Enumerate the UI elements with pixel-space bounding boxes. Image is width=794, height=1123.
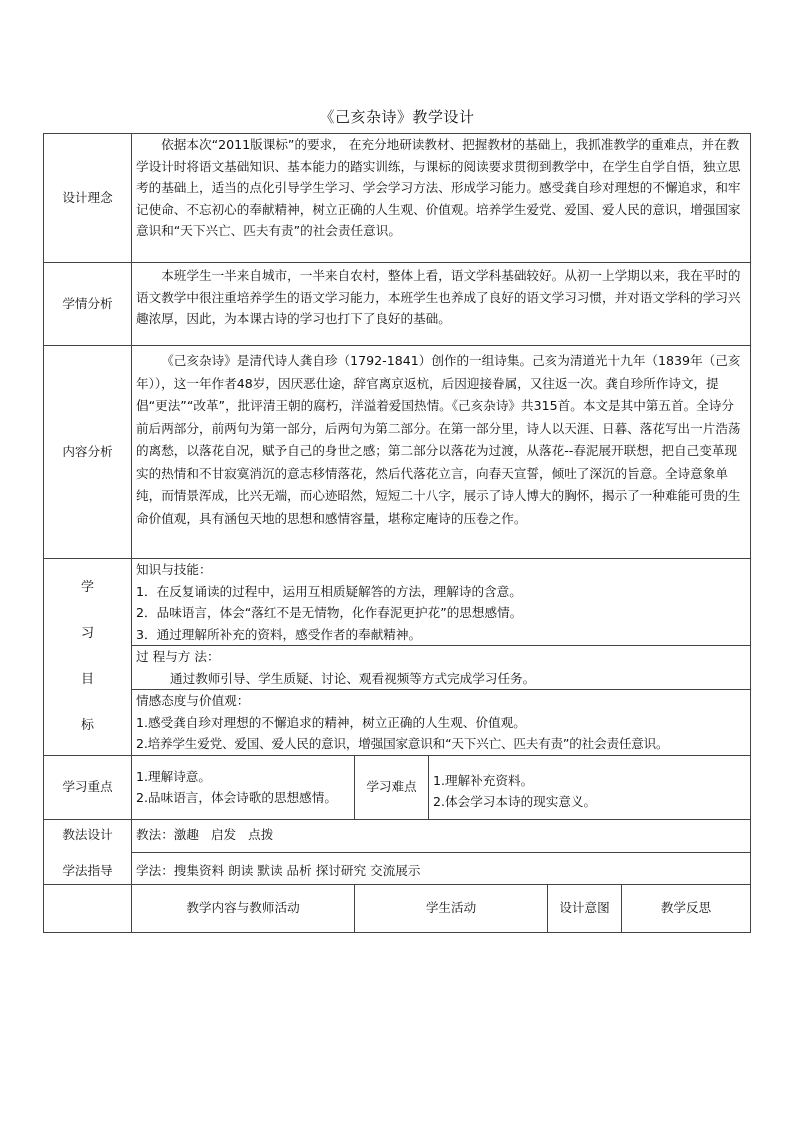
header-student-activity: 学生活动 (355, 884, 548, 932)
objectives-label-char-3: 目 (80, 671, 94, 687)
student-analysis-label: 学情分析 (44, 263, 132, 346)
document-title: 《己亥杂诗》教学设计 (319, 108, 475, 126)
key-point-2: 2.品味语言，体会诗歌的思想感情。 (136, 790, 337, 805)
difficulty-label: 学习难点 (355, 755, 429, 819)
knowledge-heading: 知识与技能： (136, 562, 212, 577)
design-concept-text: 依据本次“2011版课标”的要求， 在充分地研读教材、把握教材的基础上，我抓准教学的重难点，并在教学设计时将语文基础知识、基本能力的踏实训练，与课标的阅读要求贯彻到教学中，在学生自学自悟，独立思考的基础上，适当的点化引导学生学习、学会学习方法、形成学习能力。感受龚自珍对理想的不懈追求，和牢记使命、不忘初心的奉献精神，树立正确的人生观、价值观。培养学生爱党、爱国、爱人民的意识，增强国家意识和“天下兴亡、匹夫有责”的社会责任意识。 (136, 137, 741, 238)
objectives-emotion-cell (132, 690, 751, 756)
header-teacher-activity: 教学内容与教师活动 (132, 884, 355, 932)
key-point-1: 1.理解诗意。 (136, 768, 211, 784)
process-text: 通过教师引导、学生质疑、讨论、观看视频等方式完成学习任务。 (170, 670, 536, 686)
header-design-intent: 设计意图 (548, 884, 622, 932)
design-concept-label: 设计理念 (44, 134, 132, 263)
objectives-process-cell (132, 646, 751, 690)
student-analysis-text: 本班学生一半来自城市，一半来自农村，整体上看，语文学科基础较好。从初一上学期以来，我在平时的语文教学中很注重培养学生的语文学习能力，本班学生也养成了良好的语文学习习惯，并对语文学科的学习兴趣浓厚，因此，为本课古诗的学习也打下了良好的基础。 (136, 268, 741, 326)
learning-method-cell (132, 852, 751, 884)
objectives-label-char-1: 学 (80, 579, 94, 595)
objectives-knowledge-cell (132, 559, 751, 646)
difficulty-cell (429, 755, 751, 819)
student-analysis-cell (132, 263, 751, 346)
header-empty-cell (44, 884, 132, 932)
knowledge-item-1: 1．在反复诵读的过程中，运用互相质疑解答的方法，理解诗的含意。 (136, 583, 522, 599)
objectives-label (44, 559, 132, 756)
emotion-item-2: 2.培养学生爱党、爱国、爱人民的意识，增强国家意识和“天下兴亡、匹夫有责”的社会责任意识。 (136, 736, 669, 751)
difficulty-2: 2.体会学习本诗的现实意义。 (433, 794, 597, 809)
knowledge-item-3: 3．通过理解所补充的资料，感受作者的奉献精神。 (136, 626, 422, 642)
header-teaching-reflection: 教学反思 (622, 884, 751, 932)
lesson-plan-table (43, 133, 751, 933)
knowledge-item-2: 2．品味语言，体会“落红不是无情物，化作春泥更护花”的思想感情。 (136, 605, 523, 620)
learning-method-label: 学法指导 (44, 852, 132, 884)
design-concept-cell (132, 134, 751, 263)
teaching-method-label: 教法设计 (44, 819, 132, 852)
content-analysis-text: 《己亥杂诗》是清代诗人龚自珍（1792-1841）创作的一组诗集。己亥为清道光十九年（1839年（己亥年）），这一年作者48岁，因厌恶仕途，辞官离京返杭，后因迎接眷属，又往返一次。龚自珍所作诗文，提倡“更法”“改革”，批评清王朝的腐朽，洋溢着爱国热情。《己亥杂诗》共315首。本文是其中第五首。全诗分前后两部分，前两句为第一部分，后两句为第二部分。在第一部分里，诗人以天涯、日暮、落花写出一片浩荡的离愁，以落花自况，赋予自己的身世之感；第二部分以落花为过渡，从落花--春泥展开联想，把自己变革现实的热情和不甘寂寞消沉的意志移情落花，然后代落花立言，向春天宣誓，倾吐了深沉的旨意。全诗意象单纯，而情景浑成，比兴无端，而心迹昭然，短短二十八字，展示了诗人博大的胸怀，揭示了一种难能可贵的生命价值观，具有涵包天地的思想和感情容量，堪称定庵诗的压卷之作。 (136, 353, 741, 526)
key-points-label: 学习重点 (44, 755, 132, 819)
teaching-method-cell (132, 819, 751, 852)
emotion-heading: 情感态度与价值观： (136, 693, 250, 708)
objectives-label-char-4: 标 (80, 717, 94, 733)
content-analysis-label: 内容分析 (44, 346, 132, 559)
difficulty-1: 1.理解补充资料。 (433, 772, 534, 788)
process-heading: 过 程与方 法： (136, 649, 220, 664)
emotion-item-1: 1.感受龚自珍对理想的不懈追求的精神，树立正确的人生观、价值观。 (136, 714, 526, 730)
learning-method-text: 学法：搜集资料 朗读 默读 品析 探讨研究 交流展示 (136, 863, 421, 878)
content-analysis-cell (132, 346, 751, 559)
objectives-label-char-2: 习 (80, 625, 94, 641)
key-points-cell (132, 755, 355, 819)
teaching-method-text: 教法：激趣 启发 点拨 (136, 826, 274, 842)
